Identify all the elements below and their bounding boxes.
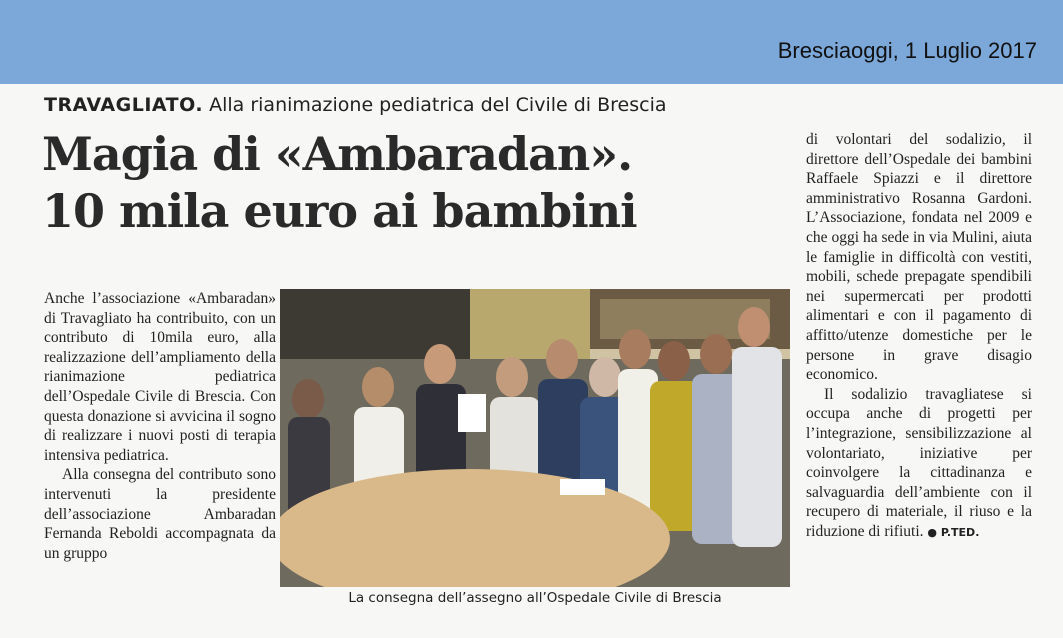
top-banner [0, 0, 1063, 84]
author-signature: ● P.TED. [927, 525, 980, 539]
photo-caption: La consegna dell’assegno all’Ospedale Civile di Brescia [348, 590, 722, 606]
headline-line-1: Magia di «Ambaradan». [42, 127, 633, 181]
group-photo-illustration [280, 289, 790, 587]
source-date: Bresciaoggi, 1 Luglio 2017 [777, 38, 1037, 63]
article-headline [42, 126, 802, 240]
left-paragraph-2: Alla consegna del contributo sono intervenuti la presidente dell’associazione Ambaradan Fernanda Reboldi accompagnata da un gruppo [44, 466, 276, 562]
right-column [806, 130, 1032, 542]
left-column [44, 289, 276, 563]
kicker-place: TRAVAGLIATO. [44, 94, 204, 116]
kicker-text: Alla rianimazione pediatrica del Civile di Brescia [209, 94, 667, 116]
right-paragraph-2 [806, 385, 1032, 543]
right-paragraph-2-text: Il sodalizio travagliatese si occupa anche di progetti per l’integrazione, sensibilizzazione al volontariato, iniziative per coinvolgere la cittadinanza e salvaguardia dell’ambiente con il recupero di materiale, il riuso e la riduzione di rifiuti. [806, 385, 1032, 540]
left-paragraph-1: Anche l’associazione «Ambaradan» di Travagliato ha contribuito, con un contributo di 10mila euro, alla realizzazione dell’ampliamento della rianimazione pediatrica dell’Ospedale Civile di Brescia. Con questa donazione si avvicina il sogno di realizzare i nuovi posti di terapia intensiva pediatrica. [44, 290, 276, 464]
article-kicker [44, 94, 667, 116]
right-paragraph-1: di volontari del sodalizio, il direttore dell’Ospedale dei bambini Raffaele Spiazzi e il direttore amministrativo Rosanna Gardoni. L’Associazione, fondata nel 2009 e che oggi ha sede in via Mulini, aiuta le famiglie in difficoltà con vestiti, mobili, schede prepagate spendibili nei supermercati per prodotti alimentari e con il pagamento di affitto/utenze domestiche per le persone in grave disagio economico. [806, 131, 1032, 384]
headline-line-2: 10 mila euro ai bambini [42, 184, 637, 238]
article-photo [280, 289, 790, 587]
